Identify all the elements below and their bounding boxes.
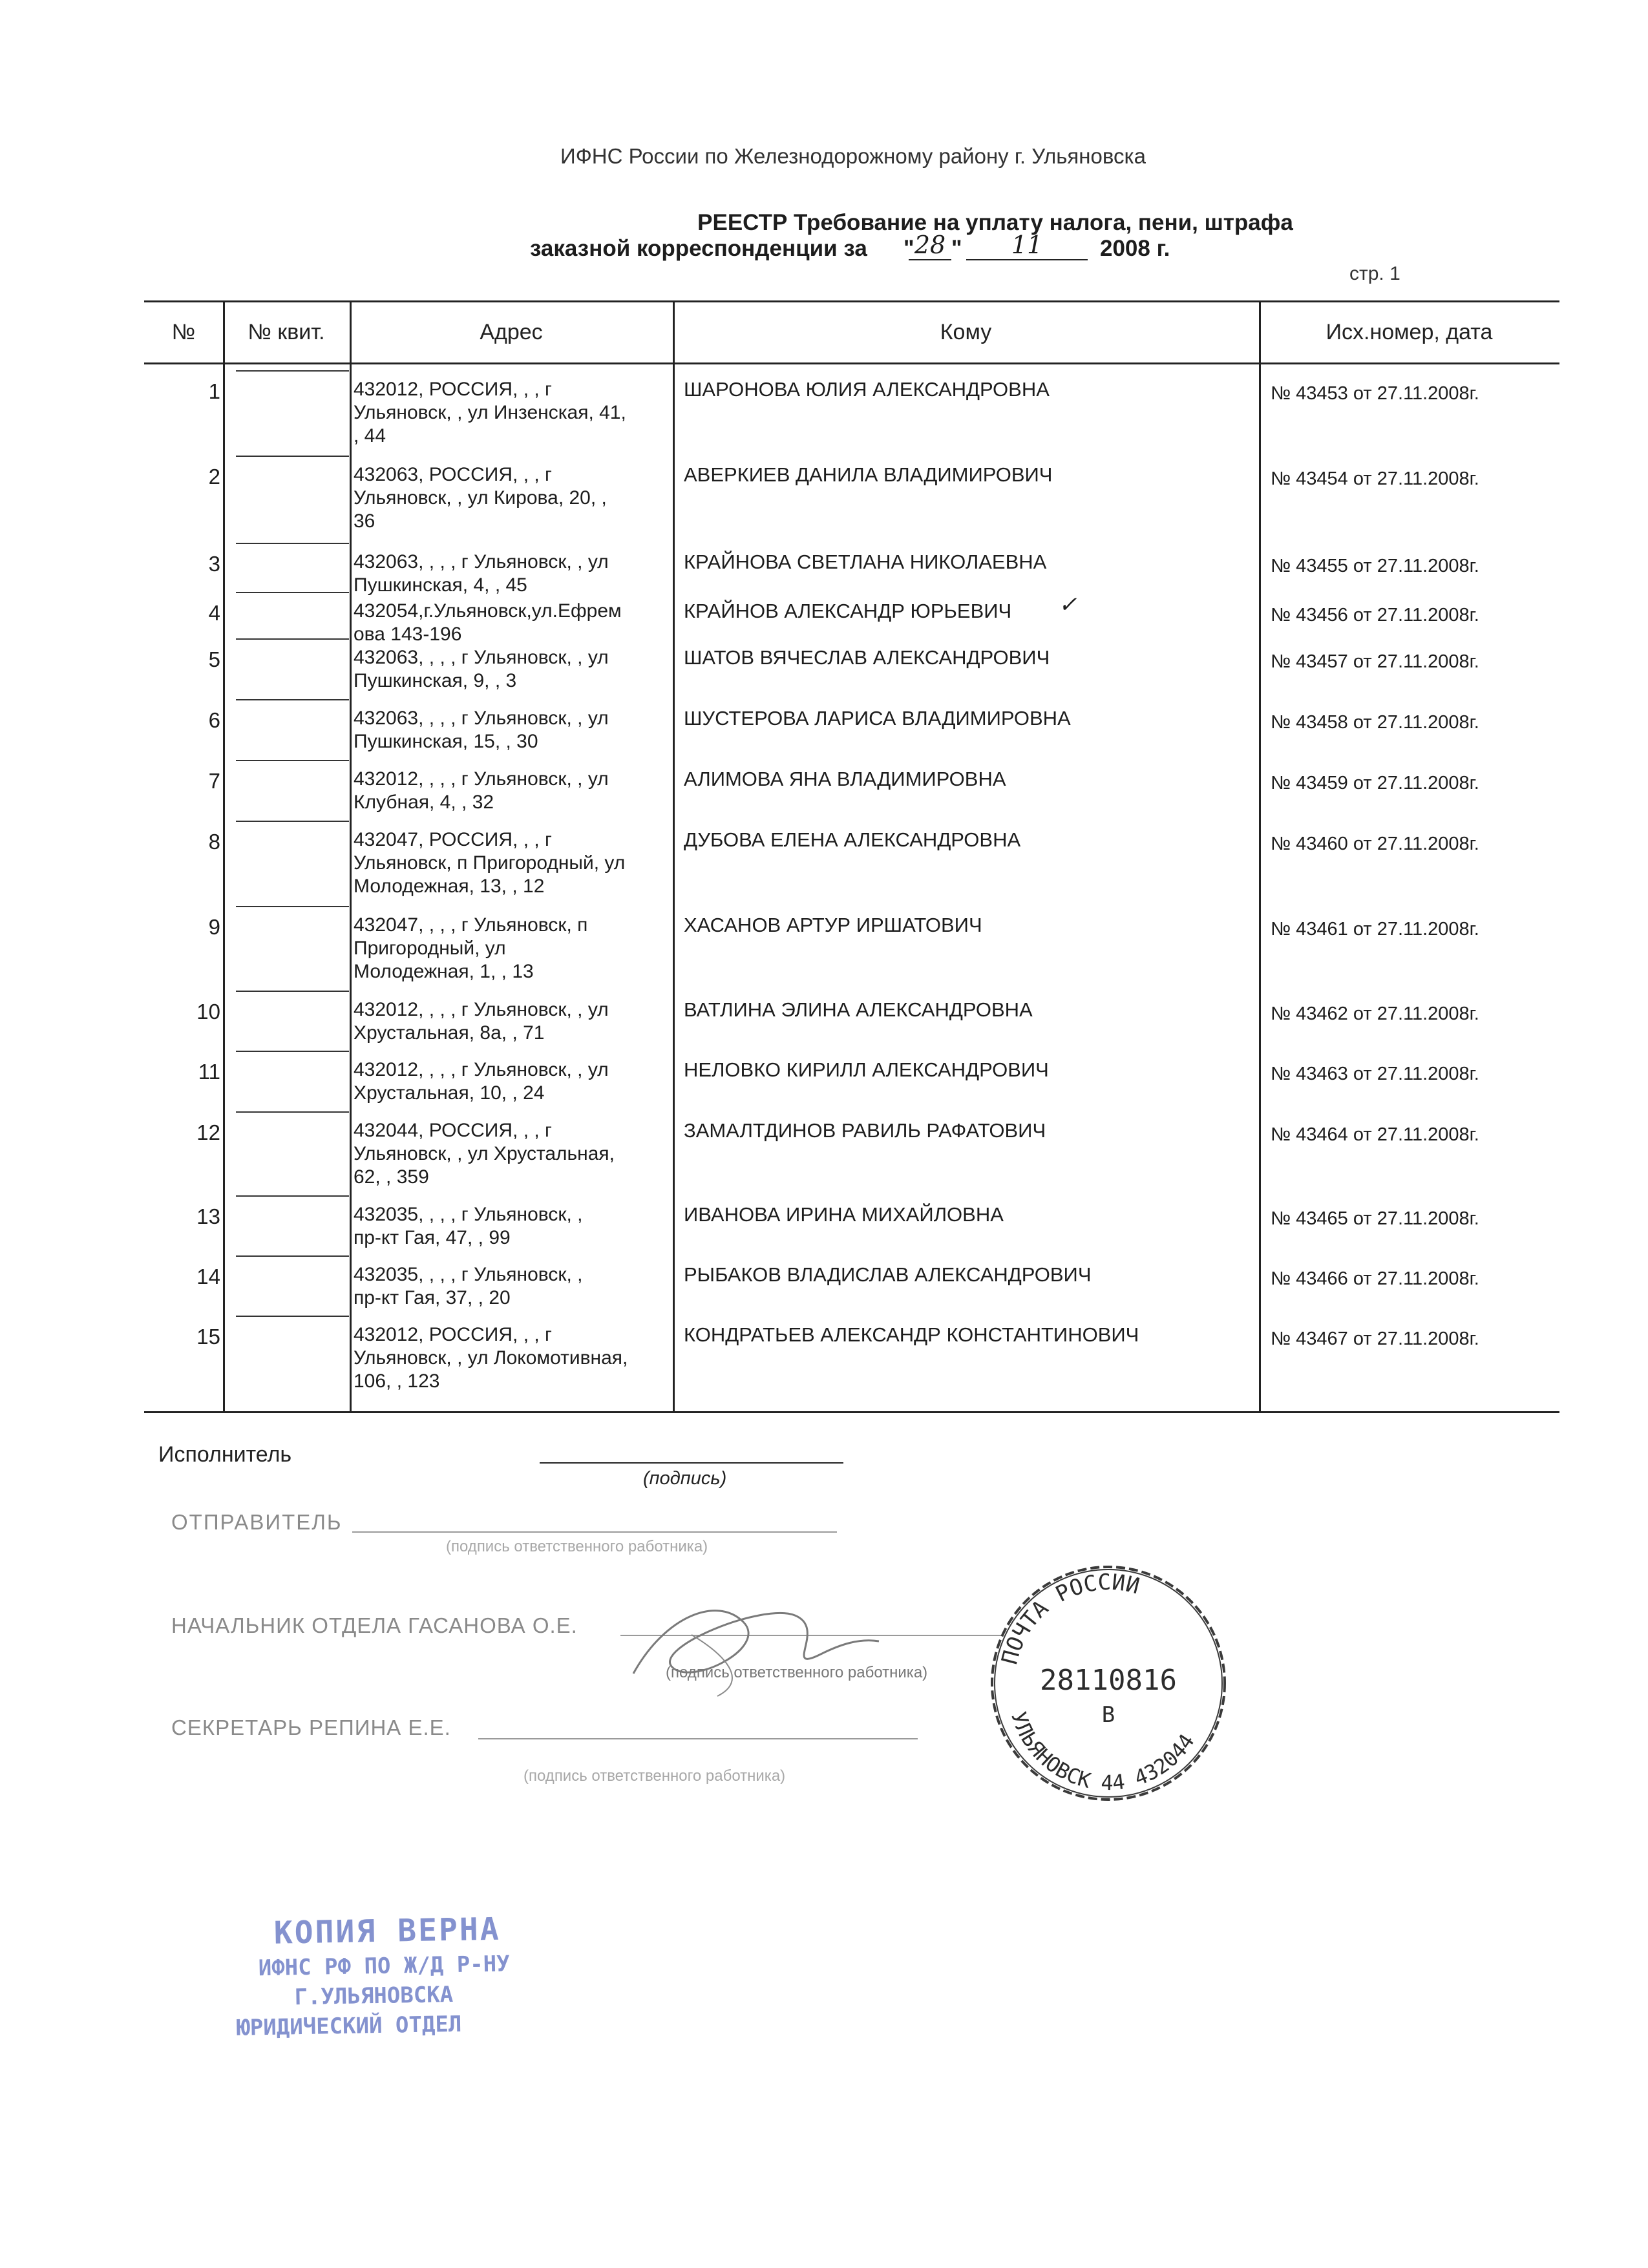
row-recipient: АЛИМОВА ЯНА ВЛАДИМИРОВНА (684, 768, 1006, 790)
row-outgoing-ref: № 43458 от 27.11.2008г. (1271, 712, 1479, 733)
row-number: 14 (196, 1265, 220, 1288)
row-outgoing-ref: № 43453 от 27.11.2008г. (1271, 383, 1479, 404)
sender-signature-line (352, 1531, 837, 1533)
receipt-cell (236, 592, 349, 640)
row-address: 432054,г.Ульяновск,ул.Ефрем ова 143-196 (354, 600, 622, 645)
row-recipient: РЫБАКОВ ВЛАДИСЛАВ АЛЕКСАНДРОВИЧ (684, 1263, 1092, 1286)
header-ref: Исх.номер, дата (1326, 319, 1493, 344)
quote-open: " (903, 236, 914, 261)
table-row (144, 456, 1559, 541)
receipt-cell (236, 456, 349, 541)
row-number: 13 (196, 1204, 220, 1228)
row-number: 5 (208, 647, 220, 671)
receipt-cell (236, 991, 349, 1051)
postmark-letter: В (1101, 1702, 1115, 1728)
row-address: 432063, , , , г Ульяновск, , ул Пушкинская, 9, , 3 (354, 647, 609, 691)
stamp-line-3: Г.УЛЬЯНОВСКА (294, 1981, 454, 2011)
row-address: 432012, РОССИЯ, , , г Ульяновск, , ул Инзенская, 41, , 44 (354, 379, 626, 446)
row-address: 432012, РОССИЯ, , , г Ульяновск, , ул Локомотивная, 106, , 123 (354, 1324, 628, 1392)
receipt-cell (236, 760, 349, 821)
row-number: 1 (208, 379, 220, 403)
executor-label: Исполнитель (158, 1442, 292, 1467)
row-number: 2 (208, 465, 220, 488)
table-row (144, 1195, 1559, 1255)
row-address: 432012, , , , г Ульяновск, , ул Хрустальная, 10, , 24 (354, 1059, 609, 1104)
row-outgoing-ref: № 43460 от 27.11.2008г. (1271, 834, 1479, 854)
secretary-signature-line (478, 1738, 918, 1739)
row-number: 7 (208, 769, 220, 793)
row-outgoing-ref: № 43459 от 27.11.2008г. (1271, 773, 1479, 793)
header-receipt: № квит. (248, 319, 325, 344)
table-row (144, 638, 1559, 697)
page-number: стр. 1 (1349, 263, 1400, 284)
row-number: 11 (198, 1060, 220, 1084)
row-recipient: КРАЙНОВА СВЕТЛАНА НИКОЛАЕВНА (684, 551, 1047, 573)
row-address: 432012, , , , г Ульяновск, , ул Клубная, 4, , 32 (354, 768, 609, 813)
register-title: РЕЕСТР Требование на уплату налога, пени, штрафа (697, 210, 1293, 235)
executor-signature-line (540, 1462, 843, 1464)
table-row (144, 760, 1559, 821)
secretary-label: СЕКРЕТАРЬ РЕПИНА Е.Е. (171, 1716, 451, 1739)
receipt-cell (236, 699, 349, 760)
row-number: 3 (208, 552, 220, 576)
quote-close: " (951, 236, 962, 261)
header-address: Адрес (480, 319, 543, 344)
row-address: 432044, РОССИЯ, , , г Ульяновск, , ул Хрустальная, 62, , 359 (354, 1120, 615, 1188)
receipt-cell (236, 1316, 349, 1412)
row-recipient: ВАТЛИНА ЭЛИНА АЛЕКСАНДРОВНА (684, 998, 1033, 1021)
handwritten-month: 11 (966, 231, 1088, 260)
table-row (144, 1111, 1559, 1195)
department-head-label: НАЧАЛЬНИК ОТДЕЛА ГАСАНОВА О.Е. (171, 1613, 578, 1637)
row-outgoing-ref: № 43455 от 27.11.2008г. (1271, 556, 1479, 576)
receipt-cell (236, 821, 349, 906)
row-outgoing-ref: № 43464 от 27.11.2008г. (1271, 1124, 1479, 1145)
table-row (144, 1255, 1559, 1316)
postmark-stamp (982, 1557, 1234, 1809)
row-address: 432012, , , , г Ульяновск, , ул Хрустальная, 8а, , 71 (354, 999, 609, 1044)
handwritten-day: 28 (909, 231, 951, 260)
row-recipient: КОНДРАТЬЕВ АЛЕКСАНДР КОНСТАНТИНОВИЧ (684, 1323, 1139, 1346)
department-head-caption: (подпись ответственного работника) (666, 1664, 928, 1681)
row-recipient: НЕЛОВКО КИРИЛЛ АЛЕКСАНДРОВИЧ (684, 1058, 1049, 1081)
row-address: 432047, , , , г Ульяновск, п Пригородный, ул Молодежная, 1, , 13 (354, 914, 588, 982)
sender-label: ОТПРАВИТЕЛЬ (171, 1510, 343, 1534)
postmark-top-text: ПОЧТА РОССИИ (997, 1569, 1143, 1668)
row-outgoing-ref: № 43456 от 27.11.2008г. (1271, 605, 1479, 625)
copy-verified-stamp (231, 1909, 595, 2041)
row-outgoing-ref: № 43463 от 27.11.2008г. (1271, 1064, 1479, 1084)
row-outgoing-ref: № 43462 от 27.11.2008г. (1271, 1003, 1479, 1024)
row-number: 9 (208, 915, 220, 939)
row-number: 8 (208, 830, 220, 854)
row-recipient: АВЕРКИЕВ ДАНИЛА ВЛАДИМИРОВИЧ (684, 463, 1053, 486)
row-outgoing-ref: № 43466 от 27.11.2008г. (1271, 1268, 1479, 1289)
row-number: 10 (196, 1000, 220, 1024)
row-recipient: ИВАНОВА ИРИНА МИХАЙЛОВНА (684, 1203, 1004, 1226)
row-number: 6 (208, 708, 220, 732)
row-address: 432063, , , , г Ульяновск, , ул Пушкинская, 15, , 30 (354, 708, 609, 752)
row-recipient: ШАТОВ ВЯЧЕСЛАВ АЛЕКСАНДРОВИЧ (684, 646, 1050, 669)
table-row (144, 370, 1559, 451)
stamp-line-2: ИФНС РФ ПО Ж/Д Р-НУ (258, 1951, 511, 1982)
row-address: 432035, , , , г Ульяновск, , пр-кт Гая, 37, , 20 (354, 1264, 583, 1308)
table-bottom-border (144, 1411, 1559, 1413)
row-recipient: ХАСАНОВ АРТУР ИРШАТОВИЧ (684, 914, 982, 936)
receipt-cell (236, 906, 349, 991)
row-number: 4 (208, 601, 220, 625)
receipt-cell (236, 638, 349, 698)
stamp-line-4: ЮРИДИЧЕСКИЙ ОТДЕЛ (237, 2011, 462, 2041)
table-row (144, 543, 1559, 596)
table-row (144, 592, 1559, 644)
receipt-cell (236, 543, 349, 591)
postmark-date: 28110816 (1040, 1664, 1177, 1697)
subtitle-prefix: заказной корреспонденции за (530, 236, 867, 261)
register-table (144, 300, 1559, 1415)
row-address: 432047, РОССИЯ, , , г Ульяновск, п Пригородный, ул Молодежная, 13, , 12 (354, 829, 626, 897)
row-address: 432063, РОССИЯ, , , г Ульяновск, , ул Кирова, 20, , 36 (354, 464, 607, 532)
row-number: 12 (196, 1120, 220, 1144)
receipt-cell (236, 1111, 349, 1197)
row-recipient: КРАЙНОВ АЛЕКСАНДР ЮРЬЕВИЧ (684, 600, 1012, 622)
row-recipient: ЗАМАЛТДИНОВ РАВИЛЬ РАФАТОВИЧ (684, 1119, 1046, 1142)
receipt-cell (236, 1195, 349, 1257)
row-outgoing-ref: № 43461 от 27.11.2008г. (1271, 919, 1479, 940)
row-number: 15 (196, 1325, 220, 1349)
row-outgoing-ref: № 43457 от 27.11.2008г. (1271, 651, 1479, 672)
table-row (144, 1316, 1559, 1411)
table-row (144, 906, 1559, 991)
receipt-cell (236, 1051, 349, 1111)
row-outgoing-ref: № 43454 от 27.11.2008г. (1271, 468, 1479, 489)
check-mark: ✓ (1059, 592, 1077, 618)
header-to: Кому (940, 319, 992, 344)
table-row (144, 821, 1559, 906)
organization-name: ИФНС России по Железнодорожному району г. Ульяновска (560, 144, 1146, 168)
row-outgoing-ref: № 43465 от 27.11.2008г. (1271, 1208, 1479, 1229)
stamp-line-1: КОПИЯ ВЕРНА (273, 1911, 502, 1951)
row-recipient: ШАРОНОВА ЮЛИЯ АЛЕКСАНДРОВНА (684, 378, 1050, 401)
row-recipient: ДУБОВА ЕЛЕНА АЛЕКСАНДРОВНА (684, 828, 1021, 851)
table-row (144, 1051, 1559, 1110)
row-address: 432063, , , , г Ульяновск, , ул Пушкинская, 4, , 45 (354, 551, 609, 596)
signature-caption: (подпись) (643, 1468, 727, 1489)
postmark-bottom-text: УЛЬЯНОВСК 44 432044 (1006, 1708, 1199, 1796)
secretary-caption: (подпись ответственного работника) (523, 1767, 786, 1785)
row-address: 432035, , , , г Ульяновск, , пр-кт Гая, 47, , 99 (354, 1204, 583, 1248)
receipt-cell (236, 370, 349, 450)
row-recipient: ШУСТЕРОВА ЛАРИСА ВЛАДИМИРОВНА (684, 707, 1071, 730)
receipt-cell (236, 1255, 349, 1317)
table-row (144, 991, 1559, 1050)
handwritten-signature (614, 1577, 885, 1706)
table-row (144, 699, 1559, 759)
header-num: № (171, 319, 196, 344)
row-outgoing-ref: № 43467 от 27.11.2008г. (1271, 1328, 1479, 1349)
year: 2008 г. (1100, 236, 1170, 261)
sender-caption: (подпись ответственного работника) (446, 1538, 708, 1555)
